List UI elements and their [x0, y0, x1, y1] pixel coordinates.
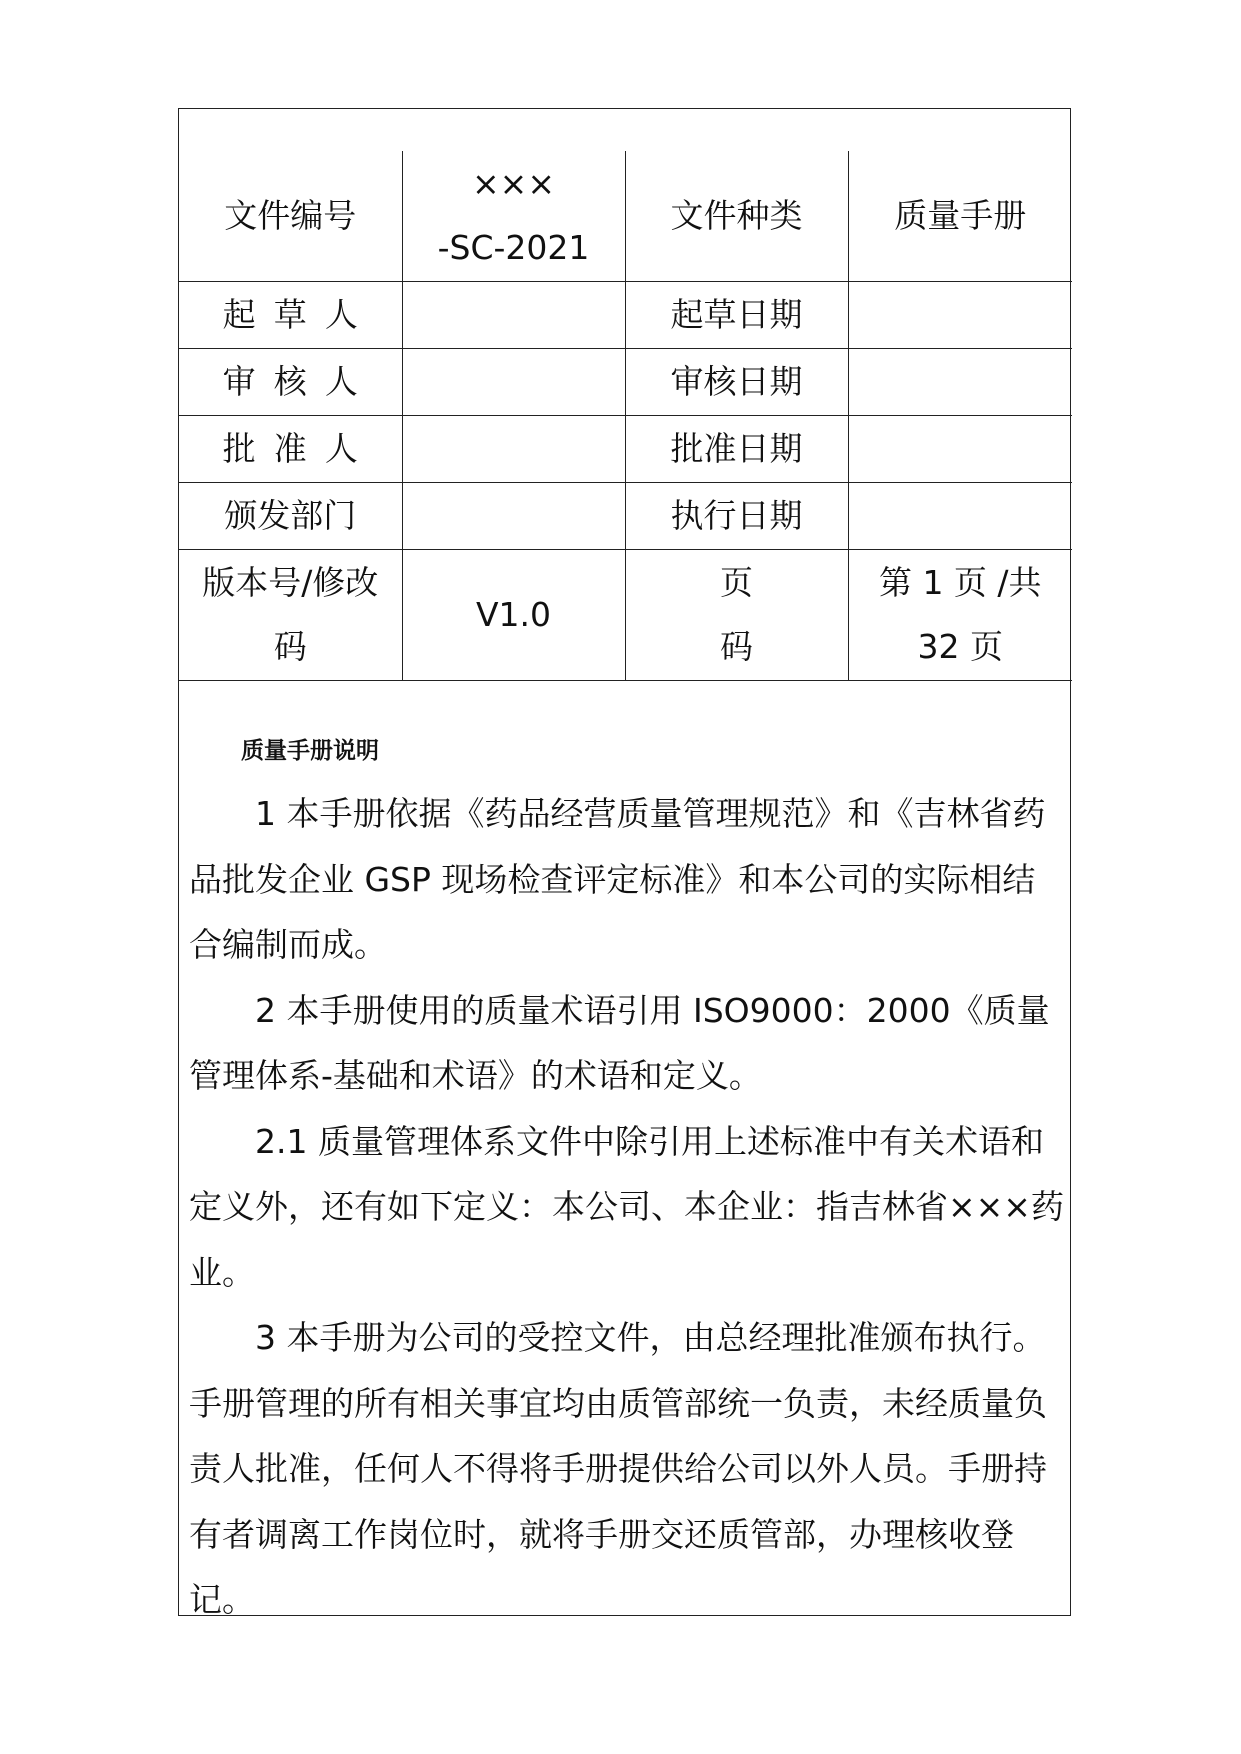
reviewer-value	[402, 349, 625, 416]
page-label: 页码	[625, 550, 848, 681]
doc-number-value: ××× -SC-2021	[402, 151, 625, 282]
doc-type-label: 文件种类	[625, 151, 848, 282]
reviewer-label: 审核人	[179, 349, 402, 416]
review-date-value	[848, 349, 1072, 416]
table-row	[179, 483, 1072, 550]
table-row	[179, 416, 1072, 483]
issuing-dept-label: 颁发部门	[179, 483, 402, 550]
manual-description-section	[189, 731, 1064, 1633]
paragraph-1: 1 本手册依据《药品经营质量管理规范》和《吉林省药 品批发企业 GSP 现场检查评定标准》和本公司的实际相结 合编制而成。	[189, 794, 1046, 964]
exec-date-label: 执行日期	[625, 483, 848, 550]
review-date-label: 审核日期	[625, 349, 848, 416]
doc-type-value: 质量手册	[848, 151, 1072, 282]
draft-date-value	[848, 282, 1072, 349]
doc-number-label: 文件编号	[179, 151, 402, 282]
table-row	[179, 151, 1072, 282]
approve-date-value	[848, 416, 1072, 483]
approve-date-label: 批准日期	[625, 416, 848, 483]
exec-date-value	[848, 483, 1072, 550]
page-value: 第 1 页 /共 32 页	[848, 550, 1072, 681]
drafter-label: 起草人	[179, 282, 402, 349]
document-frame	[178, 108, 1071, 1619]
approver-value	[402, 416, 625, 483]
paragraph-3: 3 本手册为公司的受控文件，由总经理批准颁布执行。 手册管理的所有相关事宜均由质管部统一负责，未经质量负 责人批准，任何人不得将手册提供给公司以外人员。手册持 有者调离工作岗位时，就将手册交还质管部，办理核收登记。	[189, 1318, 1047, 1619]
version-value: V1.0	[402, 550, 625, 681]
table-row	[179, 282, 1072, 349]
table-row	[179, 550, 1072, 681]
table-row	[179, 349, 1072, 416]
paragraph-2: 2 本手册使用的质量术语引用 ISO9000：2000《质量 管理体系-基础和术语》的术语和定义。	[189, 990, 1050, 1095]
section-heading: 质量手册说明	[241, 738, 379, 764]
document-control-table	[179, 151, 1072, 681]
version-label: 版本号/修改 码	[179, 550, 402, 681]
paragraph-2-1: 2.1 质量管理体系文件中除引用上述标准中有关术语和 定义外，还有如下定义：本公司、本企业：指吉林省×××药 业。	[189, 1121, 1064, 1292]
issuing-dept-value	[402, 483, 625, 550]
drafter-value	[402, 282, 625, 349]
draft-date-label: 起草日期	[625, 282, 848, 349]
approver-label: 批准人	[179, 416, 402, 483]
